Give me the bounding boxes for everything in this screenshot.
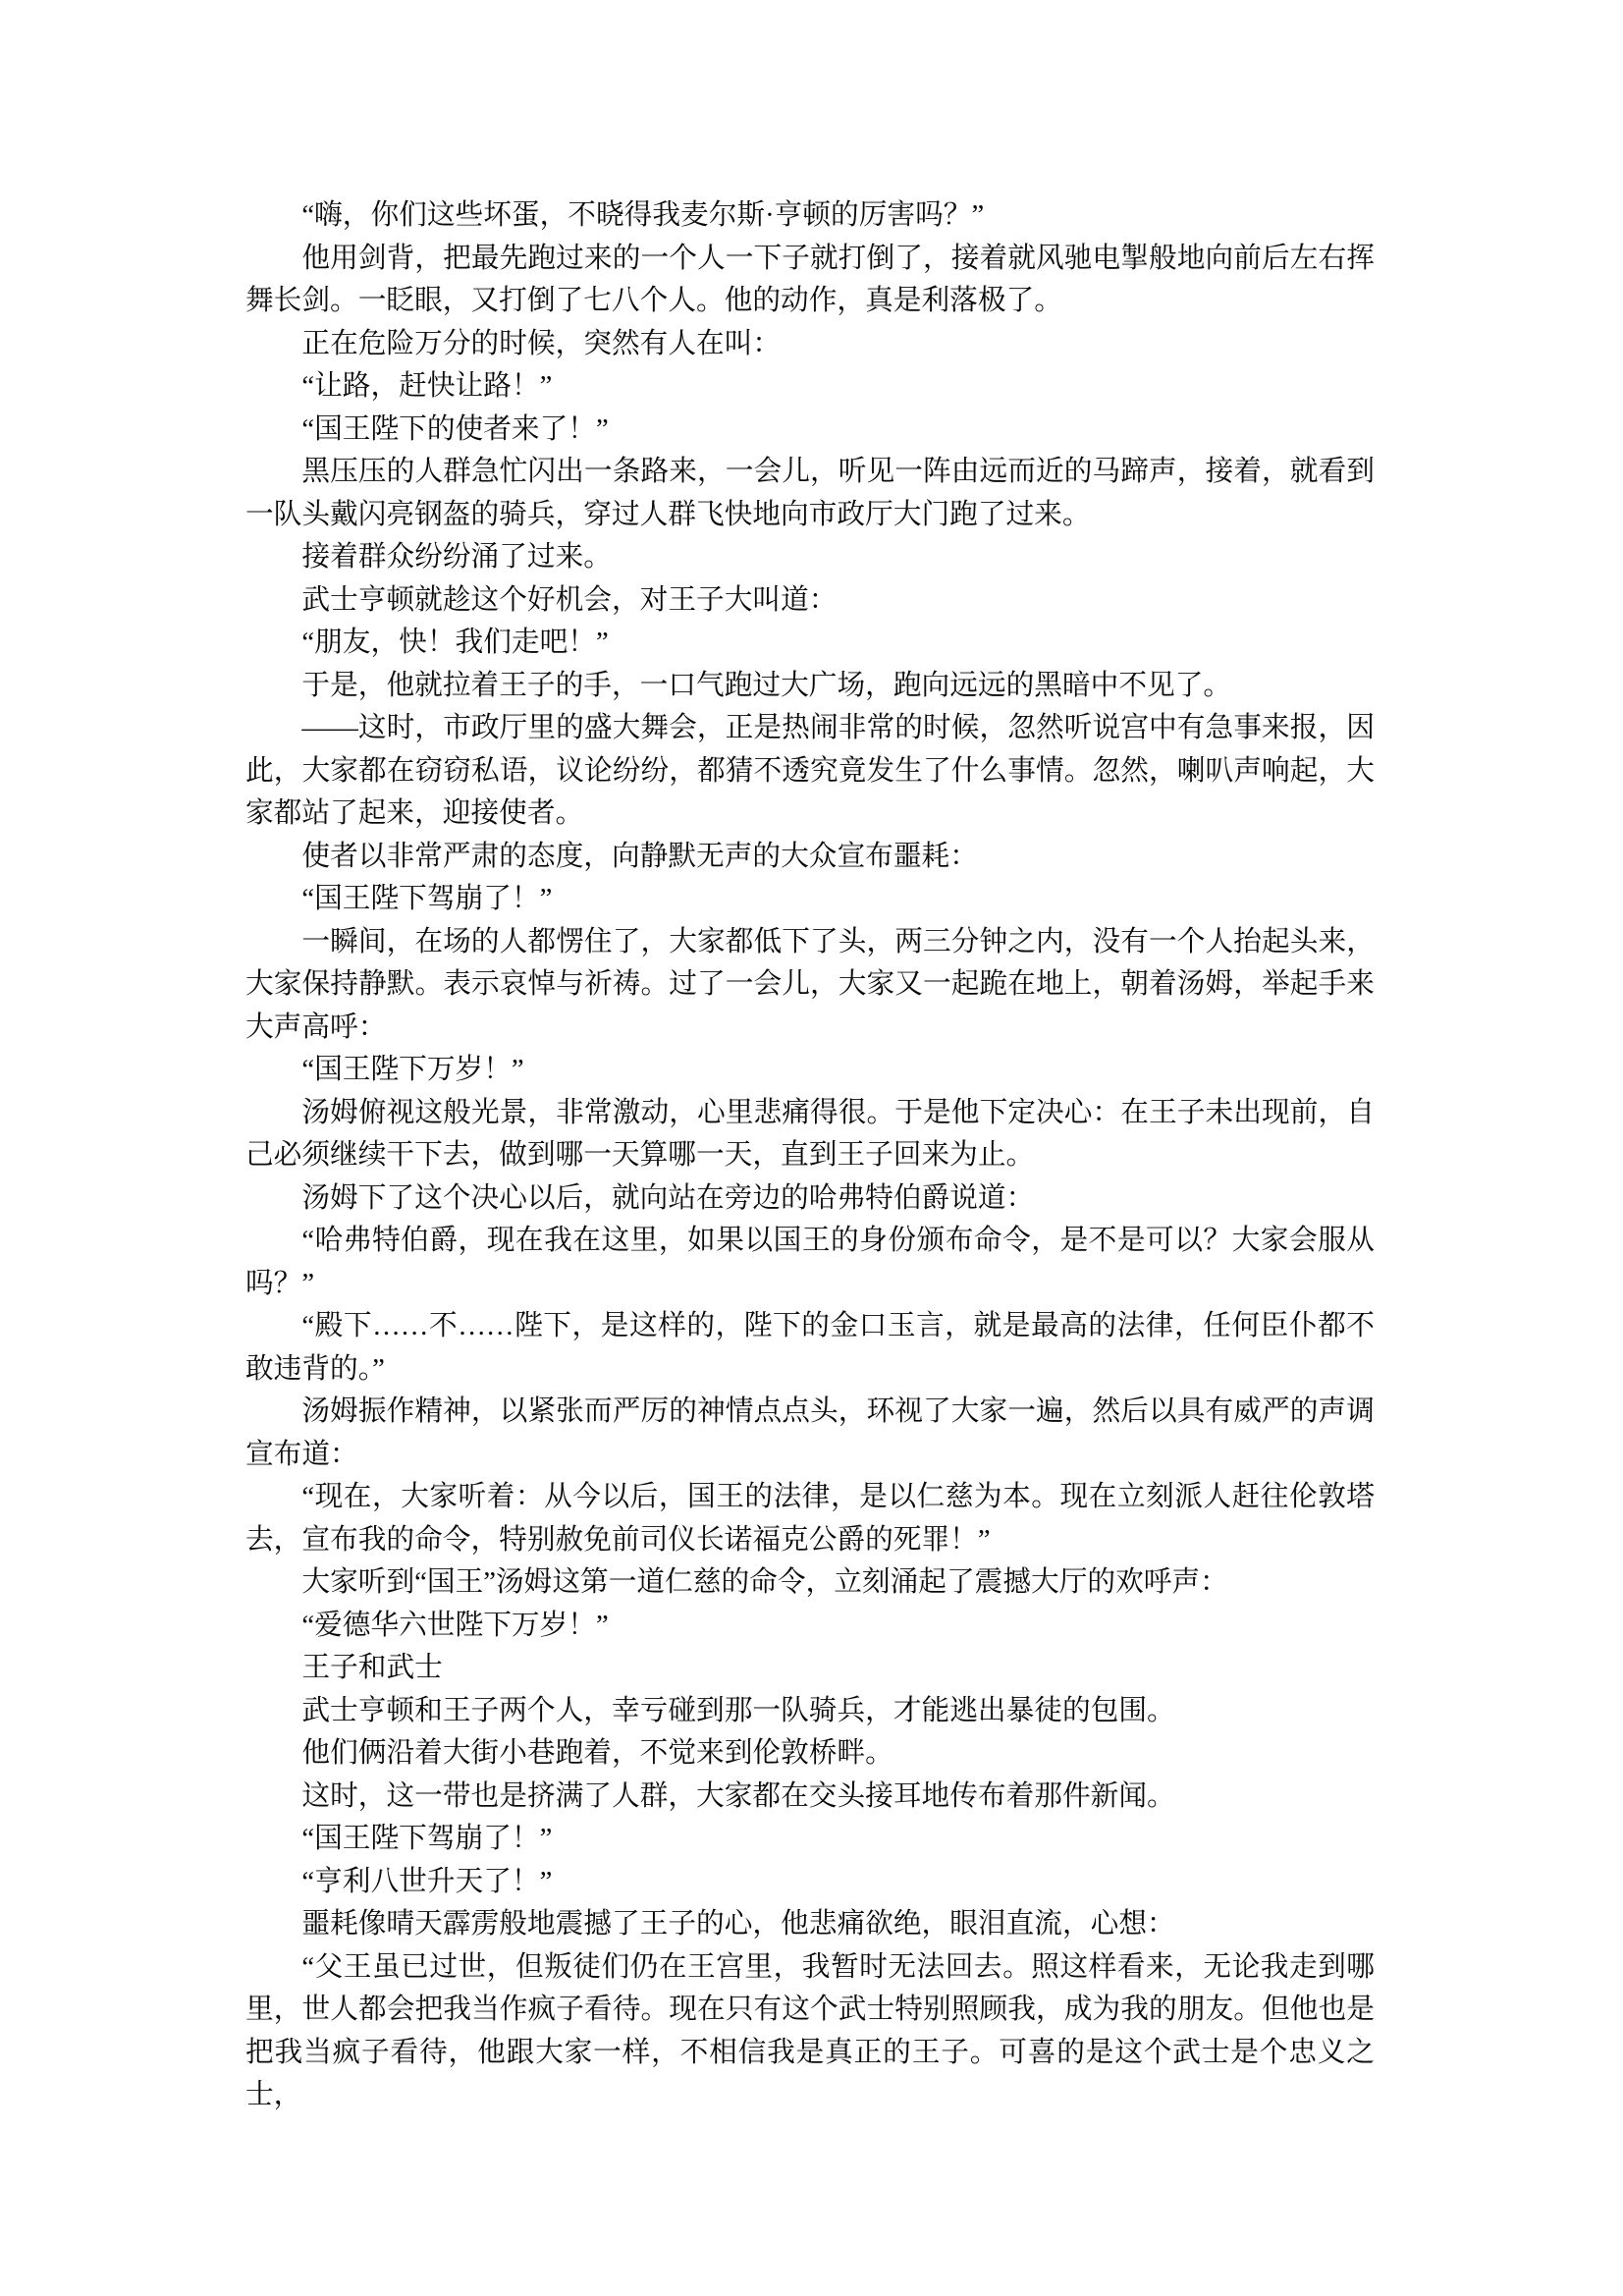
paragraph: 武士亨顿和王子两个人，幸亏碰到那一队骑兵，才能逃出暴徒的包围。: [301, 1694, 1175, 1726]
section-heading: 王子和武士: [301, 1652, 443, 1683]
paragraph: 一瞬间，在场的人都愣住了，大家都低下了头，两三分钟之内，没有一个人抬起头来，大家保持静默。表示哀悼与祈祷。过了一会儿，大家又一起跪在地上，朝着汤姆，举起手来大声高呼：: [245, 925, 1375, 1043]
paragraph: “现在，大家听着：从今以后，国王的法律，是以仁慈为本。现在立刻派人赶往伦敦塔去，宣布我的命令，特别赦免前司仪长诺福克公爵的死罪！”: [245, 1481, 1375, 1556]
paragraph: “国王陛下驾崩了！”: [301, 1823, 553, 1854]
paragraph: “让路，赶快让路！”: [301, 370, 553, 402]
paragraph: “父王虽已过世，但叛徒们仍在王宫里，我暂时无法回去。照这样看来，无论我走到哪里，世人都会把我当作疯子看待。现在只有这个武士特别照顾我，成为我的朋友。但他也是把我当疯子看待，他跟大家一样，不相信我是真正的王子。可喜的是这个武士是个忠义之士，: [245, 1950, 1375, 2110]
paragraph: “国王陛下的使者来了！”: [301, 412, 609, 445]
paragraph: “哈弗特伯爵，现在我在这里，如果以国王的身份颁布命令，是不是可以？大家会服从吗？”: [245, 1225, 1375, 1299]
paragraph: 正在危险万分的时候，突然有人在叫：: [301, 327, 782, 359]
paragraph: 于是，他就拉着王子的手，一口气跑过大广场，跑向远远的黑暗中不见了。: [301, 669, 1232, 701]
paragraph: 他用剑背，把最先跑过来的一个人一下子就打倒了，接着就风驰电掣般地向前后左右挥舞长剑。一眨眼，又打倒了七八个人。他的动作，真是利落极了。: [245, 242, 1375, 316]
paragraph: “殿下……不……陛下，是这样的，陛下的金口玉言，就是最高的法律，任何臣仆都不敢违背的。”: [245, 1310, 1375, 1385]
paragraph: “国王陛下万岁！”: [301, 1054, 524, 1085]
body-text: [245, 194, 1375, 2117]
paragraph: “朋友，快！我们走吧！”: [301, 627, 609, 658]
paragraph: 接着群众纷纷涌了过来。: [301, 541, 612, 573]
paragraph: “国王陛下驾崩了！”: [301, 883, 553, 914]
paragraph: 噩耗像晴天霹雳般地震撼了王子的心，他悲痛欲绝，眼泪直流，心想：: [301, 1908, 1175, 1940]
paragraph: “亨利八世升天了！”: [301, 1865, 553, 1897]
paragraph: 汤姆振作精神，以紧张而严厉的神情点点头，环视了大家一遍，然后以具有威严的声调宣布道：: [245, 1395, 1375, 1470]
paragraph: ——这时，市政厅里的盛大舞会，正是热闹非常的时候，忽然听说宫中有急事来报，因此，大家都在窃窃私语，议论纷纷，都猜不透究竟发生了什么事情。忽然，喇叭声响起，大家都站了起来，迎接使者。: [245, 712, 1375, 829]
paragraph: 这时，这一带也是挤满了人群，大家都在交头接耳地传布着那件新闻。: [301, 1779, 1175, 1812]
paragraph: 使者以非常严肃的态度，向静默无声的大众宣布噩耗：: [301, 840, 978, 872]
paragraph: 武士亨顿就趁这个好机会，对王子大叫道：: [301, 583, 838, 616]
paragraph: “嗨，你们这些坏蛋，不晓得我麦尔斯·亨顿的厉害吗？”: [301, 199, 985, 231]
paragraph: “爱德华六世陛下万岁！”: [301, 1609, 609, 1641]
paragraph: 汤姆俯视这般光景，非常激动，心里悲痛得很。于是他下定决心：在王子未出现前，自己必须继续干下去，做到哪一天算哪一天，直到王子回来为止。: [245, 1096, 1375, 1171]
paragraph: 黑压压的人群急忙闪出一条路来，一会儿，听见一阵由远而近的马蹄声，接着，就看到一队头戴闪亮钢盔的骑兵，穿过人群飞快地向市政厅大门跑了过来。: [245, 456, 1375, 530]
paragraph: 他们俩沿着大街小巷跑着，不觉来到伦敦桥畔。: [301, 1737, 893, 1769]
paragraph: 汤姆下了这个决心以后，就向站在旁边的哈弗特伯爵说道：: [301, 1181, 1035, 1214]
paragraph: 大家听到“国王”汤姆这第一道仁慈的命令，立刻涌起了震撼大厅的欢呼声：: [301, 1566, 1228, 1598]
